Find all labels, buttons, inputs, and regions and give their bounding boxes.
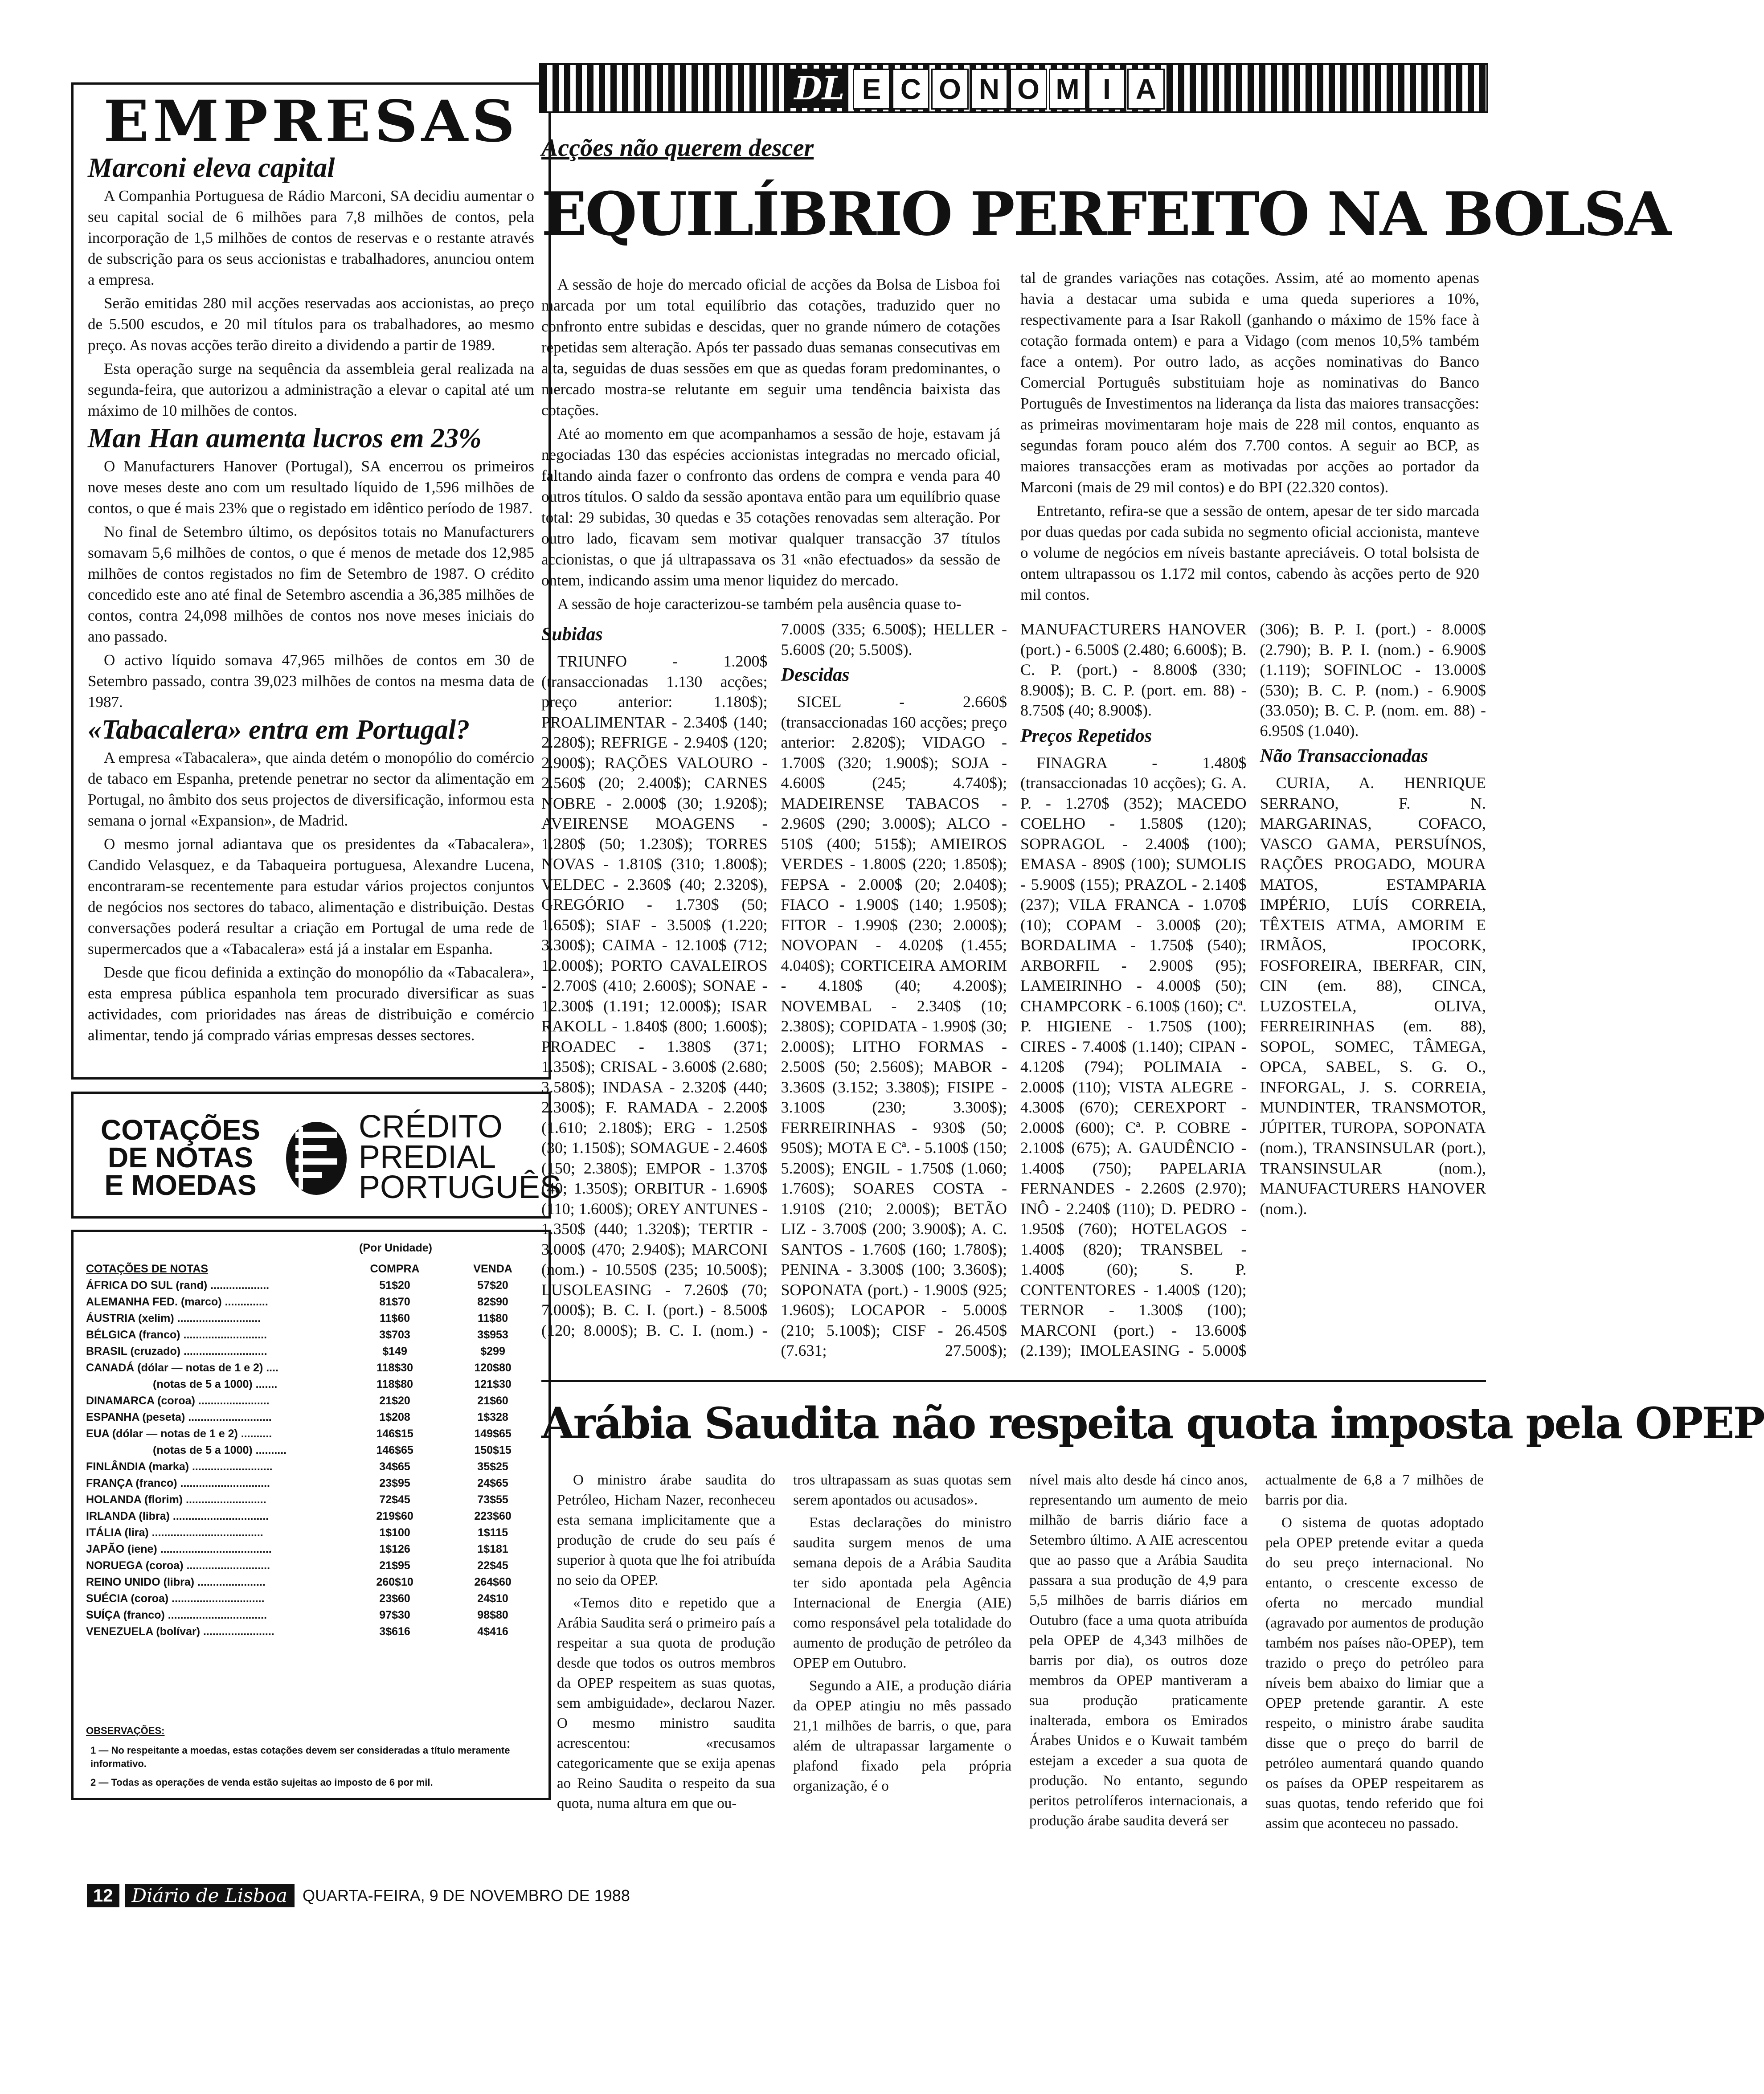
exchange-rates-table bbox=[86, 1261, 536, 1640]
buy-rate: 34$65 bbox=[379, 1460, 410, 1473]
buy-rate: 23$60 bbox=[379, 1592, 410, 1605]
dl-logo: DL bbox=[790, 69, 848, 108]
rate-row bbox=[86, 1624, 536, 1640]
rate-row bbox=[86, 1376, 536, 1393]
bolsa-headline: EQUILÍBRIO PERFEITO NA BOLSA bbox=[541, 179, 1670, 249]
buy-rate: 146$15 bbox=[376, 1427, 413, 1440]
currency-name: VENEZUELA (bolívar) ....................... bbox=[86, 1625, 274, 1638]
currency-name: HOLANDA (florim) .......................... bbox=[86, 1493, 266, 1506]
market-lists bbox=[541, 619, 1486, 1377]
repetidos-list: FINAGRA - 1.480$ (transaccionadas 10 acções); G. A. P. - 1.270$ (352); MACEDO COELHO - 1.580$ (120); SOPRAGOL - 2.400$ (100); EMASA - 890$ (100); SUMOLIS - 5.900$ (155); PRAZOL - 2.140$ (237); VILA FRANCA - 1.070$ (10); COPAM - 3.000$ (20); BORDALIMA - 1.750$ (540); ARBORFIL - 2.900$ (95); LAMEIRINHO - 4.000$ (50); CHAMPCORK - 6.100$ (160); Cª. P. HIGIENE - 1.750$ (100); CIRES - 7.400$ (1.140); CIPAN - 4.120$ (794); POLIMAIA - 2.000$ (110); VISTA ALEGRE - 4.300$ (670); CEREXPORT - 2.000$ (600); Cª. P. COBRE - 2.100$ (675); A. GAUDÊNCIO - 1.400$ (750); PAPELARIA FERNANDES - 2.260$ (2.970); INÔ - 2.240$ (110); D. PEDRO - 1.950$ (760); HOTELAGOS - 1.400$ (820); TRANSBEL - 1.400$ (60); S. P. CONTENTORES - 1.400$ (120); TERNOR - 1.300$ (100); MARCONI (port.) - 13.600$ (2.139); IMOLEASING - 5.000$ (306); B. P. I. (port.) - 8.000$ (2.790); B. P. I. (nom.) - 6.900$ (1.119); SOFINLOC - 13.000$ (530); B. C. P. (nom.) - 6.900$ (33.050); B. C. P. (nom. em. 88) - 6.950$ (1.040). bbox=[1020, 620, 1486, 1359]
rate-row bbox=[86, 1294, 536, 1310]
buy-rate: 3$616 bbox=[379, 1625, 410, 1638]
bolsa-kicker: Acções não querem descer bbox=[541, 134, 814, 162]
rate-row bbox=[86, 1277, 536, 1294]
empresas-heading: EMPRESAS bbox=[103, 88, 519, 155]
opep-paragraph: O sistema de quotas adoptado pela OPEP pretende evitar a queda do seu preço internacional. No entanto, o crescente excesso de oferta no mercado mundial (agravado por aumentos de produção também nos países não-OPEP), tem trazido o preço do petróleo para níveis bem abaixo do limiar que a OPEP pretende garantir. A este respeito, o ministro árabe saudita disse que o preço do barril de petróleo aumentará quando quando os países da OPEP respeitarem as suas quotas, tendo referido que foi assim que aconteceu no passado. bbox=[1265, 1515, 1484, 1832]
rate-row bbox=[86, 1409, 536, 1426]
cotacoes-title: COTAÇÕES DE NOTAS E MOEDAS bbox=[101, 1114, 260, 1201]
story-title: «Tabacalera» entra em Portugal? bbox=[88, 715, 470, 745]
buy-rate: $149 bbox=[382, 1345, 407, 1358]
sell-rate: 3$953 bbox=[477, 1329, 508, 1341]
opep-paragraph: «Temos dito e repetido que a Arábia Saudita será o primeiro país a respeitar a sua quota de produção desde que todos os outros membros da OPEP respeitem as suas quotas, sem ambiguidade», declarou Nazer. O mesmo ministro saudita acrescentou: «recusamos categoricamente que se exija apenas ao Reino Saudita o respeito da sua quota, numa altura em que ou- bbox=[557, 1595, 775, 1812]
cotacoes-table-box bbox=[71, 1230, 551, 1800]
credito-predial-name: CRÉDITO PREDIAL PORTUGUÊS bbox=[359, 1109, 561, 1205]
opep-column bbox=[1029, 1470, 1248, 1836]
opep-column bbox=[1265, 1470, 1484, 1836]
currency-name: ESPANHA (peseta) ........................... bbox=[86, 1411, 272, 1423]
buy-rate: 118$80 bbox=[377, 1378, 413, 1391]
currency-name: ÁFRICA DO SUL (rand) ................... bbox=[86, 1279, 270, 1292]
buy-rate: 1$208 bbox=[379, 1411, 410, 1423]
header-notes: COTAÇÕES DE NOTAS bbox=[86, 1263, 209, 1275]
buy-rate: 3$703 bbox=[379, 1329, 410, 1341]
rate-row bbox=[86, 1310, 536, 1327]
sell-rate: 121$30 bbox=[474, 1378, 512, 1391]
opep-rule bbox=[541, 1380, 1486, 1382]
rate-row bbox=[86, 1508, 536, 1525]
sell-rate: 22$45 bbox=[477, 1559, 508, 1572]
nao-transaccionadas-title: Não Transaccionadas bbox=[1260, 746, 1428, 766]
sell-rate: 57$20 bbox=[477, 1279, 508, 1292]
story-paragraph: A Companhia Portuguesa de Rádio Marconi, SA decidiu aumentar o seu capital social de 6 milhões para 7,8 milhões de contos, pela incorporação de 1,5 milhões de contos de reservas e o restante através de subscrição para os seus accionistas e trabalhadores, anunciou ontem a empresa. bbox=[88, 187, 534, 288]
opep-paragraph: actualmente de 6,8 a 7 milhões de barris por dia. bbox=[1265, 1472, 1484, 1508]
footer bbox=[87, 1882, 755, 1909]
paper-name: Diário de Lisboa bbox=[125, 1884, 295, 1907]
sell-rate: 150$15 bbox=[474, 1444, 512, 1456]
buy-rate: 260$10 bbox=[376, 1576, 413, 1588]
per-unit-label: (Por Unidade) bbox=[359, 1242, 432, 1254]
rate-row bbox=[86, 1442, 536, 1459]
currency-name: FRANÇA (franco) ............................. bbox=[86, 1477, 270, 1489]
currency-name: SUÍÇA (franco) ................................ bbox=[86, 1609, 267, 1621]
header-compra: COMPRA bbox=[370, 1263, 420, 1275]
story-paragraph: A empresa «Tabacalera», que ainda detém o monopólio do comércio de tabaco em Espanha, pretende penetrar no sector da alimentação em Portugal, no âmbito dos seus projectos de diversificação, informou esta semana o jornal «Expansion», de Madrid. bbox=[88, 749, 534, 829]
sell-rate: 4$416 bbox=[477, 1625, 508, 1638]
sell-rate: 264$60 bbox=[474, 1576, 512, 1588]
currency-name: NORUEGA (coroa) ........................... bbox=[86, 1559, 270, 1572]
currency-name: FINLÂNDIA (marka) .......................... bbox=[86, 1460, 273, 1473]
buy-rate: 23$95 bbox=[379, 1477, 410, 1489]
empresas-box bbox=[71, 82, 551, 1080]
cotacoes-banner bbox=[71, 1092, 561, 1219]
story-title: Marconi eleva capital bbox=[88, 153, 335, 183]
nao-transaccionadas-list: CURIA, A. HENRIQUE SERRANO, F. N. MARGARINAS, COFACO, VASCO GAMA, PERSUÍNOS, RAÇÕES PROGADO, MOURA MATOS, ESTAMPARIA IMPÉRIO, LUÍS CORREIA, TÊXTEIS ATMA, AMORIM E IRMÃOS, IPOCORK, FOSFOREIRA, IBERFAR, CIN, CIN (em. 88), CINCA, LUZOSTELA, OLIVA, FERREIRINHAS (em. 88), SOPOL, SOMEC, TÂMEGA, OPCA, SABEL, S. G. O., INFORGAL, J. S. CORREIA, MUNDINTER, TRANSMOTOR, JÚPITER, TUROPA, SOPONATA (nom.), TRANSINSULAR (port.), TRANSINSULAR (nom.), MANUFACTURERS HANOVER (nom.). bbox=[1260, 774, 1486, 1218]
currency-name: ÁUSTRIA (xelim) ........................... bbox=[86, 1312, 261, 1325]
descidas-list: SICEL - 2.660$ (transaccionadas 160 acções; preço anterior: 2.820$); VIDAGO - 1.700$ (320; 1.900$); SOJA - 4.600$ (245; 4.740$); MADEIRENSE TABACOS - 2.960$ (290; 3.000$); ALCO - 510$ (400; 515$); AMIEIROS VERDES - 1.800$ (220; 1.850$); FEPSA - 2.000$ (20; 2.040$); FIACO - 1.900$ (140; 1.950$); FITOR - 1.990$ (230; 2.000$); NOVOPAN - 4.020$ (1.455; 4.040$); CORTICEIRA AMORIM - 4.180$ (40; 4.200$); NOVEMBAL - 2.340$ (10; 2.380$); COPIDATA - 1.990$ (30; 2.000$); LITHO FORMAS - 2.500$ (50; 2.560$); MABOR - 3.360$ (3.152; 3.380$); FISIPE - 3.100$ (230; 3.300$); FERREIRINHAS - 930$ (50; 950$); MOTA E Cª. - 5.100$ (150; 5.200$); ENGIL - 1.750$ (1.060; 1.760$); SOARES COSTA - 1.910$ (210; 2.000$); BETÃO LIZ - 3.700$ (200; 3.900$); A. C. SANTOS - 1.760$ (160; 1.780$); PENINA - 3.300$ (100; 3.360$); SOPONATA (port.) - 1.900$ (925; 1.960$); LOCAPOR - 5.000$ (210; 5.100$); CISF - 26.450$ (7.631; 27.500$); MANUFACTURERS HANOVER (port.) - 6.500$ (2.480; 6.600$); B. C. P. (port.) - 8.800$ (330; 8.900$); B. C. P. (port. em. 88) - 8.750$ (40; 8.900$). bbox=[781, 620, 1247, 1359]
story-paragraph: O Manufacturers Hanover (Portugal), SA encerrou os primeiros nove meses deste ano com um resultado líquido de 1,596 milhões de contos, o que é mais 23% que o registado em idêntico período de 1987. bbox=[88, 458, 534, 517]
story-paragraph: Desde que ficou definida a extinção do monopólio da «Tabacalera», esta empresa pública espanhola tem procurado diversificar as suas actividades, com prioridades nas áreas de distribuição e comércio alimentar, tendo já comprado várias empresas desses sectores. bbox=[88, 964, 534, 1044]
currency-name: JAPÃO (iene) .................................... bbox=[86, 1543, 272, 1555]
bolsa-intro-left bbox=[541, 274, 1000, 613]
buy-rate: 72$45 bbox=[379, 1493, 410, 1506]
buy-rate: 21$20 bbox=[379, 1395, 410, 1407]
currency-name: ALEMANHA FED. (marco) .............. bbox=[86, 1296, 268, 1308]
sell-rate: 24$10 bbox=[477, 1592, 508, 1605]
rate-row bbox=[86, 1475, 536, 1492]
descidas-title: Descidas bbox=[781, 665, 850, 685]
rate-row bbox=[86, 1426, 536, 1442]
currency-name: SUÉCIA (coroa) .............................. bbox=[86, 1592, 265, 1605]
sell-rate: 11$80 bbox=[477, 1312, 508, 1325]
rate-row bbox=[86, 1591, 536, 1607]
bolsa-paragraph: A sessão de hoje caracterizou-se também pela ausência quase to- bbox=[557, 595, 962, 613]
sell-rate: 35$25 bbox=[477, 1460, 508, 1473]
opep-body bbox=[557, 1470, 1484, 1871]
page-number: 12 bbox=[87, 1884, 119, 1907]
rate-row bbox=[86, 1459, 536, 1475]
story-paragraph: Serão emitidas 280 mil acções reservadas aos accionistas, ao preço de 5.500 escudos, e 20 mil títulos para os trabalhadores, ao mesmo preço. As novas acções terão direito a dividendo a partir de 1989. bbox=[88, 294, 534, 354]
rate-row bbox=[86, 1360, 536, 1376]
opep-headline: Arábia Saudita não respeita quota imposta pela OPEP bbox=[541, 1398, 1764, 1448]
story-title: Man Han aumenta lucros em 23% bbox=[88, 423, 482, 454]
rate-row bbox=[86, 1525, 536, 1541]
buy-rate: 11$60 bbox=[379, 1312, 410, 1325]
opep-column bbox=[557, 1470, 775, 1836]
buy-rate: 51$20 bbox=[379, 1279, 410, 1292]
opep-column bbox=[793, 1470, 1011, 1836]
opep-paragraph: Estas declarações do ministro saudita surgem menos de uma semana depois de a Arábia Saudita ter sido apontada pela Agência Internacional de Energia (AIE) como responsável pela totalidade do aumento de produção de petróleo da OPEP em Outubro. bbox=[793, 1515, 1011, 1671]
subidas-list: TRIUNFO - 1.200$ (transaccionadas 1.130 acções; preço anterior: 1.180$); PROALIMENTAR - 2.340$ (140; 2.280$); REFRIGE - 2.940$ (120; 2.900$); RAÇÕES VALOURO - 2.560$ (20; 2.400$); CARNES NOBRE - 2.000$ (30; 1.920$); AVEIRENSE MOAGENS - 1.280$ (50; 1.230$); TORRES NOVAS - 1.810$ (310; 1.800$); VELDEC - 2.360$ (40; 2.320$), GREGÓRIO - 1.730$ (50; 1.650$); SIAF - 3.500$ (1.220; 3.300$); CAIMA - 12.100$ (712; 12.000$); PORTO CAVALEIROS - 2.700$ (410; 2.600$); SONAE - 12.300$ (1.191; 12.000$); ISAR RAKOLL - 1.840$ (800; 1.600$); PROADEC - 1.380$ (371; 1.350$); CRISAL - 3.600$ (2.680; 3.580$); INDASA - 2.320$ (440; 2.300$); F. RAMADA - 2.200$ (1.610; 2.180$); ERG - 1.250$ (30; 1.150$); SOMAGUE - 2.460$ (150; 2.380$); EMPOR - 1.370$ (40; 1.350$); ORBITUR - 1.690$ (110; 1.600$); OREY ANTUNES - 1.350$ (440; 1.320$); TERTIR - 3.000$ (470; 2.940$); MARCONI (nom.) - 10.550$ (235; 10.500$); LUSOLEASING - 7.260$ (70; 7.000$); B. C. I. (port.) - 8.500$ (120; 8.000$); B. C. I. (nom.) - 7.000$ (335; 6.500$); HELLER - 5.600$ (20; 5.500$). bbox=[541, 620, 1007, 1339]
rate-row bbox=[86, 1607, 536, 1624]
header-venda: VENDA bbox=[473, 1263, 512, 1275]
currency-name: DINAMARCA (coroa) ....................... bbox=[86, 1395, 270, 1407]
buy-rate: 81$70 bbox=[379, 1296, 410, 1308]
sell-rate: 21$60 bbox=[477, 1395, 508, 1407]
observacoes-title: OBSERVAÇÕES: bbox=[86, 1725, 165, 1736]
buy-rate: 146$65 bbox=[376, 1444, 413, 1456]
rate-row bbox=[86, 1492, 536, 1508]
story-paragraph: O mesmo jornal adiantava que os presidentes da «Tabacalera», Candido Velasquez, e da Tabaqueira portuguesa, Alexandre Lucena, encontraram-se recentemente para estudar vários projectos conjuntos de negócios nos sectores do tabaco, alimentação e distribuição. Destas conversações poderá resultar a criação em Portugal de uma rede de supermercados que a «Tabacalera» está já a instalar em Espanha. bbox=[88, 835, 534, 957]
bolsa-paragraph: Entretanto, refira-se que a sessão de ontem, apesar de ter sido marcada por duas quedas por cada subida no segmento oficial accionista, manteve o volume de negócios em níveis bastante apreciáveis. O total bolsista de ontem ultrapassou os 1.172 mil contos, cabendo às acções perto de 920 mil contos. bbox=[1020, 502, 1479, 603]
observacao-1: 1 — No respeitante a moedas, estas cotações devem ser consideradas a título meramente informativo. bbox=[90, 1745, 510, 1769]
currency-name: (notas de 5 a 1000) .......... bbox=[153, 1444, 287, 1456]
currency-name: IRLANDA (libra) ............................... bbox=[86, 1510, 269, 1522]
sell-rate: 24$65 bbox=[477, 1477, 508, 1489]
sell-rate: $299 bbox=[480, 1345, 505, 1358]
bolsa-paragraph: A sessão de hoje do mercado oficial de acções da Bolsa de Lisboa foi marcada por um total equilíbrio das cotações, traduzido quer no confronto entre subidas e descidas, quer no grande número de cotações repetidas sem alteração. Após ter passado duas semanas consecutivas em alta, seguidas de duas sessões em que as quedas foram predominantes, o mercado mostra-se relutante em seguir uma tendência baixista das cotações. bbox=[541, 276, 1000, 419]
currency-name: BÉLGICA (franco) ........................... bbox=[86, 1329, 267, 1341]
rate-row bbox=[86, 1574, 536, 1591]
section-title: E C O N O M I A bbox=[853, 69, 1166, 108]
story-paragraph: No final de Setembro último, os depósitos totais no Manufacturers somavam 5,6 milhões de contos, o que é menos de metade dos 12,985 milhões de contos registados no fim de Setembro de 1987. O crédito concedido este ano até final de Setembro ascendia a 36,385 milhões de contos, contra 24,098 milhões de contos nos nove meses iniciais do ano passado. bbox=[88, 523, 534, 645]
bolsa-paragraph: tal de grandes variações nas cotações. Assim, até ao momento apenas havia a destacar uma subida e uma queda superiores a 10%, respectivamente para a Isar Rakoll (ganhando o máximo de 15% face à cotação formada ontem) e para a Vidago (com menos 10,5% também face a ontem). Por outro lado, as acções nominativas do Banco Comercial Português substituiam hoje as nominativas do Banco Português de Investimentos na liderança da lista das maiores transacções: as primeiras movimentaram hoje mais de 228 mil contos, enquanto as segundas foram pouco além dos 7.700 contos. A seguir ao BCP, as maiores transacções eram as motivadas por acções ao portador da Marconi (mais de 29 mil contos) e do BPI (22.320 contos). bbox=[1020, 269, 1479, 496]
subidas-title: Subidas bbox=[541, 624, 603, 645]
observacao-2: 2 — Todas as operações de venda estão sujeitas ao imposto de 6 por mil. bbox=[90, 1777, 433, 1788]
buy-rate: 1$126 bbox=[379, 1543, 410, 1555]
opep-paragraph: Segundo a AIE, a produção diária da OPEP atingiu no mês passado 21,1 milhões de barris, o que, para além de ultrapassar largamente o plafond fixado pela própria organização, é o bbox=[793, 1678, 1011, 1794]
sell-rate: 1$181 bbox=[477, 1543, 508, 1555]
section-masthead bbox=[539, 63, 1488, 113]
currency-name: REINO UNIDO (libra) ...................... bbox=[86, 1576, 266, 1588]
buy-rate: 1$100 bbox=[379, 1526, 410, 1539]
buy-rate: 97$30 bbox=[379, 1609, 410, 1621]
empresas-stories bbox=[88, 153, 534, 1046]
sell-rate: 82$90 bbox=[477, 1296, 508, 1308]
rate-row bbox=[86, 1327, 536, 1343]
currency-name: CANADÁ (dólar — notas de 1 e 2) .... bbox=[86, 1362, 279, 1374]
buy-rate: 219$60 bbox=[376, 1510, 413, 1522]
sell-rate: 98$80 bbox=[477, 1609, 508, 1621]
currency-name: BRASIL (cruzado) ........................... bbox=[86, 1345, 267, 1358]
rate-row bbox=[86, 1541, 536, 1558]
buy-rate: 21$95 bbox=[379, 1559, 410, 1572]
sell-rate: 73$55 bbox=[477, 1493, 508, 1506]
rate-row bbox=[86, 1393, 536, 1409]
sell-rate: 1$115 bbox=[477, 1526, 508, 1539]
currency-name: EUA (dólar — notas de 1 e 2) .......... bbox=[86, 1427, 272, 1440]
publication-date: QUARTA-FEIRA, 9 DE NOVEMBRO DE 1988 bbox=[302, 1886, 630, 1905]
bolsa-intro-right bbox=[1020, 267, 1479, 613]
bolsa-paragraph: Até ao momento em que acompanhamos a sessão de hoje, estavam já negociadas 130 das espécies accionistas integradas no mercado oficial, faltando ainda fazer o confronto das ordens de compra e venda para 40 outros títulos. O saldo da sessão apontava então para um equilíbrio quase total: 29 subidas, 30 quedas e 35 cotações renovadas sem alteração. Por outro lado, ficavam sem motivar qualquer transacção 37 títulos accionistas, o que já ultrapassava os 31 «não efectuados» da sessão de ontem, indicando assim uma menor liquidez do mercado. bbox=[541, 425, 1000, 589]
sell-rate: 149$65 bbox=[474, 1427, 512, 1440]
rate-row bbox=[86, 1558, 536, 1574]
buy-rate: 118$30 bbox=[377, 1362, 413, 1374]
sell-rate: 223$60 bbox=[474, 1510, 512, 1522]
story-paragraph: Esta operação surge na sequência da assembleia geral realizada na segunda-feira, que autorizou a administração a elevar o capital até um máximo de 10 milhões de contos. bbox=[88, 360, 534, 419]
sell-rate: 120$80 bbox=[474, 1362, 512, 1374]
repetidos-title: Preços Repetidos bbox=[1020, 725, 1152, 746]
opep-paragraph: O ministro árabe saudita do Petróleo, Hicham Nazer, reconheceu esta semana implicitamente que a produção de crude do seu país é superior à quota que lhe foi atribuída no seio da OPEP. bbox=[557, 1472, 775, 1588]
story-paragraph: O activo líquido somava 47,965 milhões de contos em 30 de Setembro passado, contra 39,023 milhões de contos na mesma data de 1987. bbox=[88, 651, 534, 711]
sell-rate: 1$328 bbox=[477, 1411, 508, 1423]
currency-name: ITÁLIA (lira) .................................... bbox=[86, 1526, 263, 1539]
opep-paragraph: tros ultrapassam as suas quotas sem serem apontados ou acusados». bbox=[793, 1472, 1011, 1508]
credito-predial-logo-icon bbox=[283, 1118, 350, 1198]
currency-name: (notas de 5 a 1000) ....... bbox=[153, 1378, 278, 1391]
opep-paragraph: nível mais alto desde há cinco anos, representando um aumento de meio milhão de barris diário face a Setembro último. A AIE acrescentou que ao passo que a Arábia Saudita passara a sua produção de 4,9 para 5,5 milhões de barris diários em Outubro (face a uma quota atribuída pela OPEP de 4,343 milhões de barris por dia), os outros doze membros da OPEP mantiveram a sua produção praticamente inalterada, embora os Emirados Árabes Unidos e o Kuwait também estejam a exceder a sua quota de produção. No entanto, segundo peritos petrolíferos internacionais, a produção árabe saudita deverá ser bbox=[1029, 1472, 1248, 1829]
rate-row bbox=[86, 1343, 536, 1360]
